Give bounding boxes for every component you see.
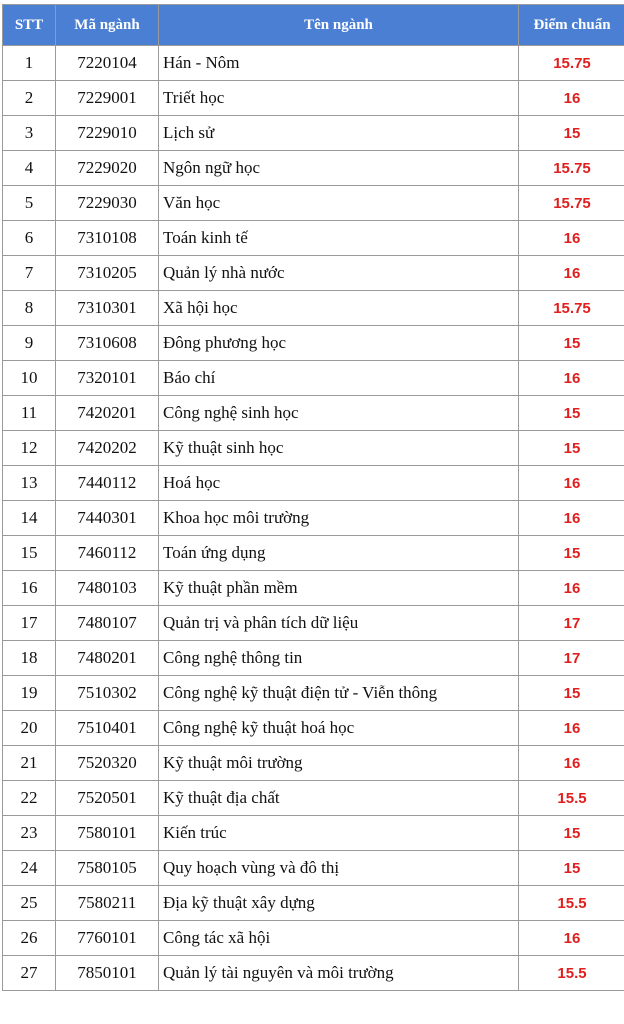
- row-major-name-text: Kỹ thuật phần mềm: [163, 578, 298, 597]
- row-major-code: [56, 46, 159, 81]
- row-major-name: [159, 326, 519, 361]
- row-major-name: [159, 46, 519, 81]
- row-stt: [3, 186, 56, 221]
- row-score: [519, 536, 624, 571]
- row-score-text: 15: [563, 404, 581, 422]
- row-stt-text: 3: [24, 123, 34, 142]
- table-row: [3, 151, 624, 186]
- row-score: [519, 571, 624, 606]
- row-score: [519, 431, 624, 466]
- row-major-name-text: Xã hội học: [163, 298, 238, 317]
- row-score-text: 16: [563, 89, 581, 107]
- row-major-code: [56, 956, 159, 991]
- row-major-name-text: Quản lý tài nguyên và môi trường: [163, 963, 394, 982]
- row-major-code: [56, 116, 159, 151]
- table-body: [3, 46, 624, 991]
- row-score: [519, 886, 624, 921]
- row-stt-text: 5: [24, 193, 34, 212]
- row-major-name-text: Quy hoạch vùng và đô thị: [163, 858, 340, 877]
- row-major-name-text: Địa kỹ thuật xây dựng: [163, 893, 315, 912]
- row-major-name-text: Kiến trúc: [163, 823, 227, 842]
- row-major-code-text: 7420201: [77, 403, 137, 422]
- row-major-name-text: Công nghệ kỹ thuật hoá học: [163, 718, 355, 737]
- row-score-text: 15.5: [557, 789, 587, 807]
- row-score-text: 15: [563, 334, 581, 352]
- table-row: [3, 781, 624, 816]
- row-major-code: [56, 466, 159, 501]
- row-stt-text: 9: [24, 333, 34, 352]
- row-stt: [3, 711, 56, 746]
- row-major-code: [56, 746, 159, 781]
- row-major-name: [159, 641, 519, 676]
- table-row: [3, 396, 624, 431]
- row-score-text: 15: [563, 859, 581, 877]
- row-stt-text: 21: [20, 753, 38, 772]
- row-score-text: 16: [563, 719, 581, 737]
- row-major-code: [56, 781, 159, 816]
- row-score-text: 16: [563, 369, 581, 387]
- row-major-name: [159, 921, 519, 956]
- table-header-row: [3, 5, 624, 46]
- row-stt: [3, 116, 56, 151]
- row-major-code: [56, 921, 159, 956]
- row-major-code: [56, 151, 159, 186]
- row-stt: [3, 851, 56, 886]
- row-major-code-text: 7460112: [77, 543, 137, 562]
- row-stt: [3, 571, 56, 606]
- row-major-code-text: 7229010: [77, 123, 137, 142]
- row-major-code-text: 7440301: [77, 508, 137, 527]
- row-major-code-text: 7229001: [77, 88, 137, 107]
- row-major-name-text: Công nghệ kỹ thuật điện tử - Viễn thông: [163, 683, 438, 702]
- row-score-text: 16: [563, 264, 581, 282]
- row-score-text: 15.75: [553, 299, 591, 317]
- row-major-name-text: Khoa học môi trường: [163, 508, 310, 527]
- row-score: [519, 326, 624, 361]
- row-major-name: [159, 361, 519, 396]
- row-major-name-text: Văn học: [163, 193, 221, 212]
- row-stt: [3, 81, 56, 116]
- row-score: [519, 221, 624, 256]
- row-score: [519, 466, 624, 501]
- row-major-name: [159, 186, 519, 221]
- row-major-code: [56, 326, 159, 361]
- row-stt: [3, 816, 56, 851]
- row-major-name-text: Công nghệ thông tin: [163, 648, 303, 667]
- table-row: [3, 186, 624, 221]
- row-stt-text: 1: [24, 53, 34, 72]
- row-major-code: [56, 886, 159, 921]
- row-major-code: [56, 186, 159, 221]
- table-row: [3, 571, 624, 606]
- row-score: [519, 501, 624, 536]
- row-score: [519, 151, 624, 186]
- row-major-name-text: Kỹ thuật môi trường: [163, 753, 303, 772]
- row-score: [519, 956, 624, 991]
- table-row: [3, 46, 624, 81]
- row-major-code: [56, 431, 159, 466]
- row-major-name: [159, 606, 519, 641]
- row-stt-text: 27: [20, 963, 38, 982]
- row-major-name: [159, 956, 519, 991]
- row-major-code: [56, 256, 159, 291]
- table-row: [3, 326, 624, 361]
- row-major-name-text: Báo chí: [163, 368, 216, 387]
- row-major-name-text: Ngôn ngữ học: [163, 158, 261, 177]
- row-score: [519, 781, 624, 816]
- row-major-name-text: Hán - Nôm: [163, 53, 240, 72]
- row-major-name: [159, 81, 519, 116]
- row-major-name: [159, 816, 519, 851]
- row-score-text: 15.5: [557, 964, 587, 982]
- row-major-code-text: 7229030: [77, 193, 137, 212]
- row-major-name-text: Kỹ thuật sinh học: [163, 438, 284, 457]
- row-major-code-text: 7850101: [77, 963, 137, 982]
- row-major-name: [159, 571, 519, 606]
- table-row: [3, 116, 624, 151]
- row-stt-text: 25: [20, 893, 38, 912]
- row-major-code: [56, 536, 159, 571]
- row-major-code-text: 7760101: [77, 928, 137, 947]
- row-major-code-text: 7220104: [77, 53, 137, 72]
- row-major-name: [159, 256, 519, 291]
- row-major-code-text: 7510302: [77, 683, 137, 702]
- row-stt-text: 16: [20, 578, 38, 597]
- row-score-text: 17: [563, 649, 581, 667]
- row-major-name: [159, 536, 519, 571]
- row-stt-text: 19: [20, 683, 38, 702]
- header-major-name: Tên ngành: [159, 5, 519, 46]
- row-score: [519, 606, 624, 641]
- row-score: [519, 81, 624, 116]
- row-major-code: [56, 851, 159, 886]
- table-row: [3, 746, 624, 781]
- row-major-code-text: 7510401: [77, 718, 137, 737]
- row-stt: [3, 746, 56, 781]
- row-stt: [3, 431, 56, 466]
- row-score-text: 16: [563, 579, 581, 597]
- row-stt-text: 6: [24, 228, 34, 247]
- table-row: [3, 536, 624, 571]
- row-stt: [3, 46, 56, 81]
- row-stt: [3, 956, 56, 991]
- row-major-code: [56, 606, 159, 641]
- row-score-text: 16: [563, 474, 581, 492]
- admission-scores-table: [2, 4, 624, 991]
- table-row: [3, 921, 624, 956]
- row-score-text: 16: [563, 229, 581, 247]
- row-score: [519, 396, 624, 431]
- header-major-code: Mã ngành: [56, 5, 159, 46]
- row-score: [519, 46, 624, 81]
- row-stt: [3, 291, 56, 326]
- row-major-code-text: 7520501: [77, 788, 137, 807]
- row-major-name-text: Hoá học: [163, 473, 221, 492]
- table-row: [3, 641, 624, 676]
- row-stt: [3, 921, 56, 956]
- row-stt: [3, 256, 56, 291]
- row-major-code-text: 7480103: [77, 578, 137, 597]
- row-stt: [3, 326, 56, 361]
- row-stt: [3, 676, 56, 711]
- table-row: [3, 431, 624, 466]
- row-score: [519, 851, 624, 886]
- row-stt: [3, 221, 56, 256]
- row-score: [519, 816, 624, 851]
- row-stt-text: 20: [20, 718, 38, 737]
- row-major-name-text: Toán kinh tế: [163, 228, 248, 247]
- row-major-name: [159, 711, 519, 746]
- row-major-code-text: 7440112: [77, 473, 137, 492]
- row-major-name: [159, 221, 519, 256]
- row-major-name: [159, 746, 519, 781]
- row-major-name: [159, 396, 519, 431]
- header-score: Điểm chuẩn: [519, 5, 624, 46]
- row-major-code-text: 7310301: [77, 298, 137, 317]
- row-major-name-text: Toán ứng dụng: [163, 543, 266, 562]
- row-major-code: [56, 81, 159, 116]
- row-major-code: [56, 396, 159, 431]
- row-stt-text: 7: [24, 263, 34, 282]
- table-row: [3, 816, 624, 851]
- table-row: [3, 466, 624, 501]
- row-major-code-text: 7310108: [77, 228, 137, 247]
- row-stt: [3, 151, 56, 186]
- row-stt: [3, 781, 56, 816]
- row-stt: [3, 396, 56, 431]
- row-major-code: [56, 816, 159, 851]
- row-major-name: [159, 151, 519, 186]
- row-score-text: 17: [563, 614, 581, 632]
- row-stt: [3, 641, 56, 676]
- table-row: [3, 956, 624, 991]
- row-major-name: [159, 291, 519, 326]
- row-major-name-text: Đông phương học: [163, 333, 287, 352]
- row-stt-text: 10: [20, 368, 38, 387]
- row-score-text: 15.75: [553, 54, 591, 72]
- row-major-code: [56, 221, 159, 256]
- row-stt: [3, 886, 56, 921]
- row-score: [519, 361, 624, 396]
- row-score: [519, 676, 624, 711]
- row-score-text: 15: [563, 439, 581, 457]
- row-score-text: 15.75: [553, 159, 591, 177]
- table-row: [3, 256, 624, 291]
- row-major-code: [56, 676, 159, 711]
- row-major-code-text: 7580211: [77, 893, 137, 912]
- row-major-name-text: Công tác xã hội: [163, 928, 271, 947]
- row-major-name: [159, 781, 519, 816]
- row-major-name-text: Quản lý nhà nước: [163, 263, 285, 282]
- row-major-code-text: 7310205: [77, 263, 137, 282]
- table-row: [3, 886, 624, 921]
- row-major-code: [56, 711, 159, 746]
- row-stt-text: 11: [20, 403, 38, 422]
- row-major-code: [56, 571, 159, 606]
- row-major-code-text: 7580105: [77, 858, 137, 877]
- row-score: [519, 921, 624, 956]
- row-major-name: [159, 886, 519, 921]
- row-major-name: [159, 501, 519, 536]
- row-stt-text: 18: [20, 648, 38, 667]
- row-stt-text: 4: [24, 158, 34, 177]
- row-stt: [3, 501, 56, 536]
- row-major-code: [56, 291, 159, 326]
- row-stt-text: 17: [20, 613, 38, 632]
- row-major-name: [159, 851, 519, 886]
- row-stt-text: 2: [24, 88, 34, 107]
- row-major-name: [159, 466, 519, 501]
- table-row: [3, 291, 624, 326]
- row-score-text: 15: [563, 684, 581, 702]
- row-score: [519, 711, 624, 746]
- table-row: [3, 851, 624, 886]
- table-row: [3, 361, 624, 396]
- table-row: [3, 501, 624, 536]
- row-stt-text: 26: [20, 928, 38, 947]
- row-score: [519, 641, 624, 676]
- table-row: [3, 676, 624, 711]
- row-stt: [3, 361, 56, 396]
- row-score-text: 15.5: [557, 894, 587, 912]
- row-major-code: [56, 641, 159, 676]
- row-stt-text: 24: [20, 858, 38, 877]
- row-major-code-text: 7580101: [77, 823, 137, 842]
- row-score-text: 15: [563, 824, 581, 842]
- row-major-code: [56, 361, 159, 396]
- row-score-text: 15.75: [553, 194, 591, 212]
- table-row: [3, 221, 624, 256]
- row-score: [519, 746, 624, 781]
- row-major-name-text: Kỹ thuật địa chất: [163, 788, 280, 807]
- row-score-text: 15: [563, 124, 581, 142]
- row-score: [519, 256, 624, 291]
- row-major-name: [159, 116, 519, 151]
- row-score: [519, 186, 624, 221]
- row-stt-text: 14: [20, 508, 38, 527]
- row-major-code-text: 7420202: [77, 438, 137, 457]
- table-row: [3, 606, 624, 641]
- table-row: [3, 711, 624, 746]
- row-major-code-text: 7520320: [77, 753, 137, 772]
- row-score-text: 15: [563, 544, 581, 562]
- row-major-name-text: Quản trị và phân tích dữ liệu: [163, 613, 359, 632]
- row-score-text: 16: [563, 754, 581, 772]
- row-score-text: 16: [563, 929, 581, 947]
- row-major-code-text: 7310608: [77, 333, 137, 352]
- header-stt: STT: [3, 5, 56, 46]
- row-major-code-text: 7480201: [77, 648, 137, 667]
- row-stt-text: 23: [20, 823, 38, 842]
- row-major-code-text: 7229020: [77, 158, 137, 177]
- row-major-code: [56, 501, 159, 536]
- row-stt-text: 8: [24, 298, 34, 317]
- row-major-name: [159, 676, 519, 711]
- row-major-code-text: 7480107: [77, 613, 137, 632]
- row-stt-text: 15: [20, 543, 38, 562]
- row-score: [519, 291, 624, 326]
- row-stt: [3, 536, 56, 571]
- row-stt-text: 12: [20, 438, 38, 457]
- row-major-name: [159, 431, 519, 466]
- row-stt-text: 22: [20, 788, 38, 807]
- row-stt: [3, 466, 56, 501]
- table-row: [3, 81, 624, 116]
- row-major-name-text: Công nghệ sinh học: [163, 403, 299, 422]
- row-stt-text: 13: [20, 473, 38, 492]
- row-major-name-text: Triết học: [163, 88, 225, 107]
- row-major-name-text: Lịch sử: [163, 123, 215, 142]
- row-score: [519, 116, 624, 151]
- row-stt: [3, 606, 56, 641]
- row-major-code-text: 7320101: [77, 368, 137, 387]
- row-score-text: 16: [563, 509, 581, 527]
